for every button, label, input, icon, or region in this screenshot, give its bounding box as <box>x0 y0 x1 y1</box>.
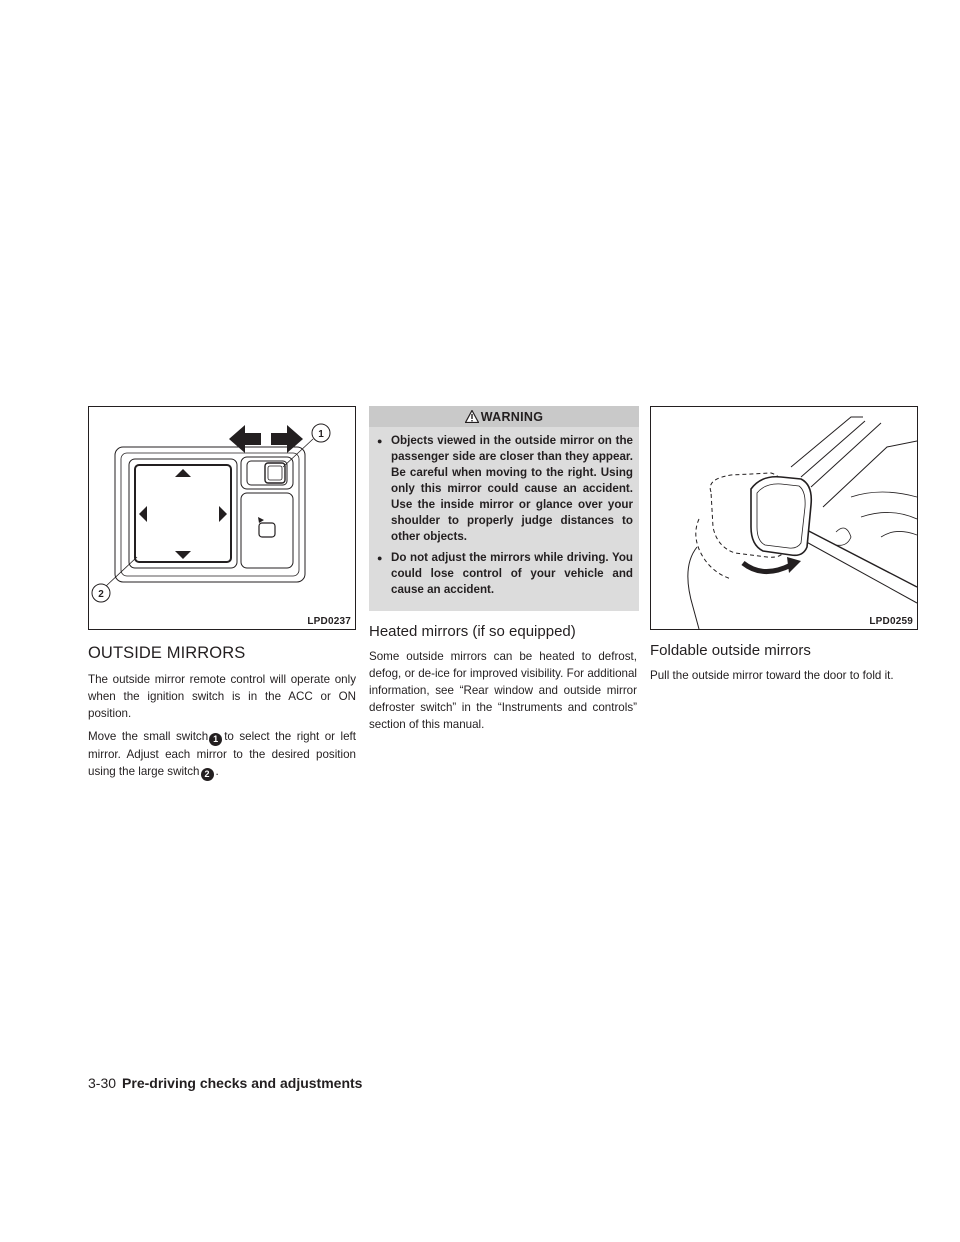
paragraph-heated-mirrors: Some outside mirrors can be heated to defrost, defog, or de-ice for improved visibility. For additional information, see “Rear window and outside mirror defroster switch” in the “Instruments and controls” section of this manual. <box>369 650 637 731</box>
page-footer <box>88 1075 362 1091</box>
column-outside-mirrors <box>88 406 356 787</box>
paragraph-ignition: The outside mirror remote control will operate only when the ignition switch is in the ACC or ON position. <box>88 673 356 720</box>
section-heading-foldable-mirrors: Foldable outside mirrors <box>650 642 811 659</box>
foldable-mirror-illustration <box>651 407 917 629</box>
warning-triangle-icon <box>465 410 479 423</box>
paragraph-switch-usage <box>88 728 356 781</box>
warning-title: WARNING <box>480 410 544 424</box>
column-warning-heated <box>369 406 637 739</box>
section-heading-heated-mirrors: Heated mirrors (if so equipped) <box>369 623 576 640</box>
mirror-switch-figure <box>88 406 356 630</box>
text-fragment: to select the right or left mirror. Adjust each mirror to the desired position using the large switch <box>88 730 356 778</box>
mirror-switch-illustration <box>89 407 355 629</box>
column-foldable <box>650 406 918 690</box>
warning-header <box>369 406 639 427</box>
warning-list <box>369 433 639 598</box>
chapter-title: Pre-driving checks and adjustments <box>122 1075 363 1091</box>
section-heading-outside-mirrors: OUTSIDE MIRRORS <box>88 644 246 662</box>
figure-code: LPD0259 <box>869 616 913 627</box>
page-number: 3-30 <box>88 1075 117 1091</box>
warning-item: ● Objects viewed in the outside mirror on the passenger side are closer than they appear. Be careful when moving to the right. Using only this mirror could cause an accident. Use the inside mirror or glance over your shoulder to properly judge distances to other objects. <box>377 433 633 545</box>
callout-2-label: 2 <box>98 589 104 600</box>
foldable-mirror-figure <box>650 406 918 630</box>
text-fragment: Move the small switch <box>88 730 209 743</box>
callout-1-marker: 1 <box>209 733 222 746</box>
callout-1-label: 1 <box>318 429 324 440</box>
callout-2-marker: 2 <box>201 768 214 781</box>
figure-code: LPD0237 <box>307 616 351 627</box>
paragraph-foldable-mirrors: Pull the outside mirror toward the door to fold it. <box>650 669 894 682</box>
warning-item: ● Do not adjust the mirrors while driving. You could lose control of your vehicle and cause an accident. <box>377 550 633 598</box>
text-fragment: . <box>215 765 219 778</box>
warning-box <box>369 406 639 611</box>
